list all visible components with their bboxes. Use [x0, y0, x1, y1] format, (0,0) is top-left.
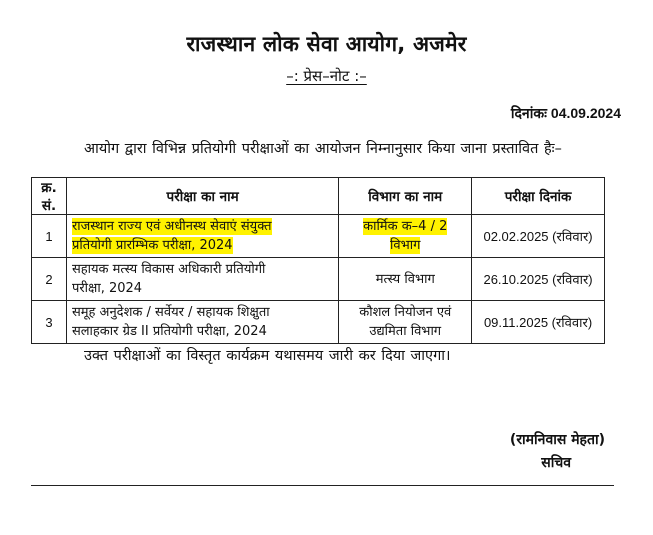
date-row [511, 104, 621, 123]
exam-name-line1: राजस्थान राज्य एवं अधीनस्थ सेवाएं संयुक्त [71, 219, 272, 234]
exam-name-line1: सहायक मत्स्य विकास अधिकारी प्रतियोगी [71, 262, 266, 277]
page-title: राजस्थान लोक सेवा आयोग, अजमेर [186, 32, 467, 56]
department-line1: कार्मिक क–4 / 2 [363, 219, 448, 234]
signatory-designation: सचिव [541, 455, 571, 471]
closing-note: उक्त परीक्षाओं का विस्तृत कार्यक्रम यथासमय जारी कर दिया जाएगा। [84, 348, 451, 364]
department-line1: कौशल नियोजन एवं [359, 305, 452, 320]
subtitle-wrap [0, 66, 653, 86]
header-exam-name: परीक्षा का नाम [66, 178, 338, 215]
header-department: विभाग का नाम [339, 178, 472, 215]
signatory-name: (रामनिवास मेहता) [509, 432, 605, 448]
cell-department [339, 301, 472, 344]
cell-serial: 3 [32, 301, 67, 344]
table-header-row [32, 178, 605, 215]
table-row [32, 215, 605, 258]
intro-paragraph: आयोग द्वारा विभिन्न प्रतियोगी परीक्षाओं का आयोजन निम्नानुसार किया जाना प्रस्तावित हैः– [84, 141, 562, 157]
cell-exam-name [66, 258, 338, 301]
department-line2: उद्यमिता विभाग [369, 324, 442, 339]
header-serial: क्र. सं. [32, 178, 67, 215]
cell-serial: 2 [32, 258, 67, 301]
cell-exam-date: 26.10.2025 (रविवार) [472, 258, 605, 301]
cell-serial: 1 [32, 215, 67, 258]
cell-exam-name [66, 215, 338, 258]
exam-name-line2: प्रतियोगी प्रारम्भिक परीक्षा, 2024 [71, 238, 233, 253]
date-label: दिनांकः [510, 106, 547, 122]
table-row [32, 258, 605, 301]
department-line2: विभाग [390, 238, 421, 253]
cell-exam-date: 09.11.2025 (रविवार) [472, 301, 605, 344]
exam-name-line1: समूह अनुदेशक / सर्वेयर / सहायक शिक्षुता [71, 305, 270, 320]
press-note-subtitle: –: प्रेस–नोट :– [286, 67, 367, 85]
cell-department [339, 215, 472, 258]
cell-exam-name [66, 301, 338, 344]
exam-date-value: 02.02.2025 (रविवार) [483, 228, 593, 244]
exam-schedule-table [31, 177, 605, 344]
exam-name-line2: परीक्षा, 2024 [71, 281, 143, 296]
cell-exam-date [472, 215, 605, 258]
header-exam-date: परीक्षा दिनांक [472, 178, 605, 215]
date-value: 04.09.2024 [550, 105, 621, 121]
table-row [32, 301, 605, 344]
cell-department: मत्स्य विभाग [339, 258, 472, 301]
bottom-divider [31, 485, 614, 486]
exam-name-line2: सलाहकार ग्रेड II प्रतियोगी परीक्षा, 2024 [71, 324, 267, 339]
